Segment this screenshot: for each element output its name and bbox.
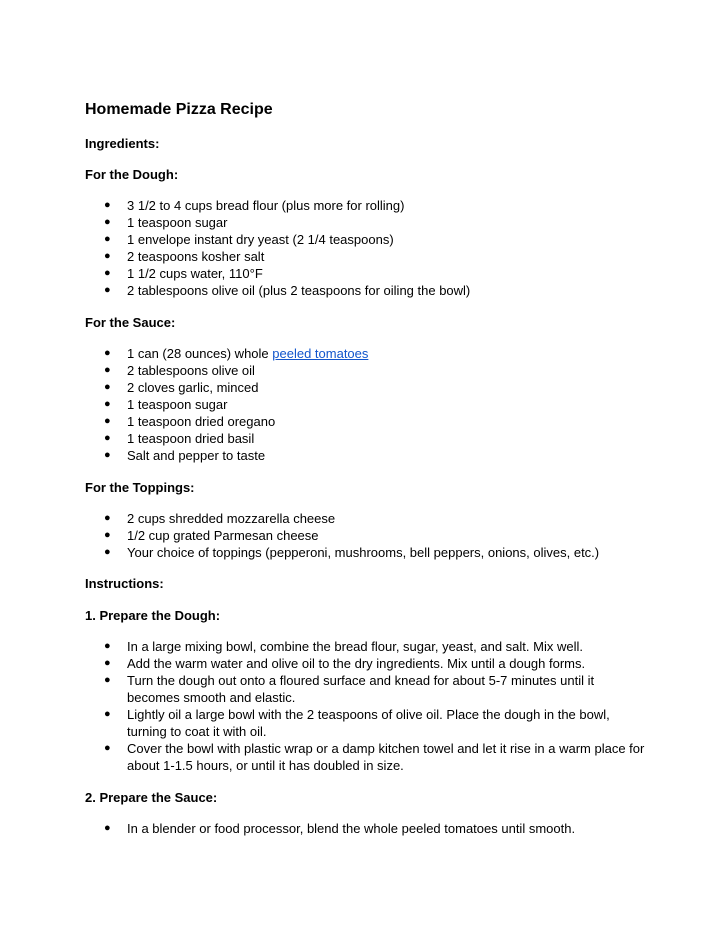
sauce-list (85, 345, 645, 464)
dough-heading: For the Dough: (85, 167, 179, 182)
bullet-icon: ● (104, 284, 111, 296)
bullet-icon: ● (104, 449, 111, 461)
list-item: ● 2 teaspoons kosher salt (104, 249, 265, 264)
list-item: ● 3 1/2 to 4 cups bread flour (plus more for rolling) (104, 198, 405, 213)
bullet-icon: ● (104, 250, 111, 262)
dough-list (85, 197, 645, 299)
bullet-icon: ● (104, 529, 111, 541)
list-item: ● 2 tablespoons olive oil (104, 363, 255, 378)
list-item: ● Lightly oil a large bowl with the 2 teaspoons of olive oil. Place the dough in the bowl, turning to coat it with oil. (104, 707, 610, 739)
instructions-heading: Instructions: (85, 576, 164, 591)
bullet-icon: ● (104, 199, 111, 211)
bullet-icon: ● (104, 216, 111, 228)
list-item: ● Your choice of toppings (pepperoni, mushrooms, bell peppers, onions, olives, etc.) (104, 545, 600, 560)
toppings-heading: For the Toppings: (85, 480, 195, 495)
bullet-icon: ● (104, 233, 111, 245)
list-item: ● 1/2 cup grated Parmesan cheese (104, 528, 319, 543)
bullet-icon: ● (104, 267, 111, 279)
bullet-icon: ● (104, 432, 111, 444)
list-item: ● Add the warm water and olive oil to the dry ingredients. Mix until a dough forms. (104, 656, 586, 671)
list-item: ● In a large mixing bowl, combine the bread flour, sugar, yeast, and salt. Mix well. (104, 639, 583, 654)
bullet-icon: ● (104, 657, 111, 669)
bullet-icon: ● (104, 742, 111, 754)
bullet-icon: ● (104, 708, 111, 720)
list-item: ● Salt and pepper to taste (104, 448, 266, 463)
list-item: ● 1 1/2 cups water, 110°F (104, 266, 263, 281)
list-item: ● 2 cloves garlic, minced (104, 380, 259, 395)
bullet-icon: ● (104, 398, 111, 410)
step2-list (85, 820, 645, 837)
bullet-icon: ● (104, 381, 111, 393)
list-item: ● Turn the dough out onto a floured surface and knead for about 5-7 minutes until it becomes smooth and elastic. (104, 673, 595, 705)
bullet-icon: ● (104, 546, 111, 558)
bullet-icon: ● (104, 674, 111, 686)
list-item: ● 1 teaspoon sugar (104, 397, 228, 412)
bullet-icon: ● (104, 512, 111, 524)
sauce-heading: For the Sauce: (85, 315, 176, 330)
list-item: ● 1 can (28 ounces) whole peeled tomatoes (104, 346, 369, 361)
bullet-icon: ● (104, 415, 111, 427)
list-item: ● 2 cups shredded mozzarella cheese (104, 511, 336, 526)
ingredients-heading: Ingredients: (85, 136, 160, 151)
list-item: ● Cover the bowl with plastic wrap or a damp kitchen towel and let it rise in a warm place for about 1-1.5 hours, or until it has doubled in size. (104, 741, 645, 773)
toppings-list (85, 510, 645, 561)
list-item: ● 2 tablespoons olive oil (plus 2 teaspoons for oiling the bowl) (104, 283, 471, 298)
document-title: Homemade Pizza Recipe (85, 101, 273, 118)
step1-list (85, 638, 645, 774)
bullet-icon: ● (104, 347, 111, 359)
step1-heading: 1. Prepare the Dough: (85, 608, 221, 623)
bullet-icon: ● (104, 364, 111, 376)
bullet-icon: ● (104, 640, 111, 652)
list-item: ● 1 teaspoon dried oregano (104, 414, 276, 429)
bullet-icon: ● (104, 822, 111, 834)
list-item: ● In a blender or food processor, blend the whole peeled tomatoes until smooth. (104, 821, 576, 836)
list-item: ● 1 teaspoon dried basil (104, 431, 255, 446)
list-item: ● 1 envelope instant dry yeast (2 1/4 teaspoons) (104, 232, 394, 247)
step2-heading: 2. Prepare the Sauce: (85, 790, 218, 805)
peeled-tomatoes-link[interactable]: peeled tomatoes (272, 346, 369, 361)
list-item: ● 1 teaspoon sugar (104, 215, 228, 230)
